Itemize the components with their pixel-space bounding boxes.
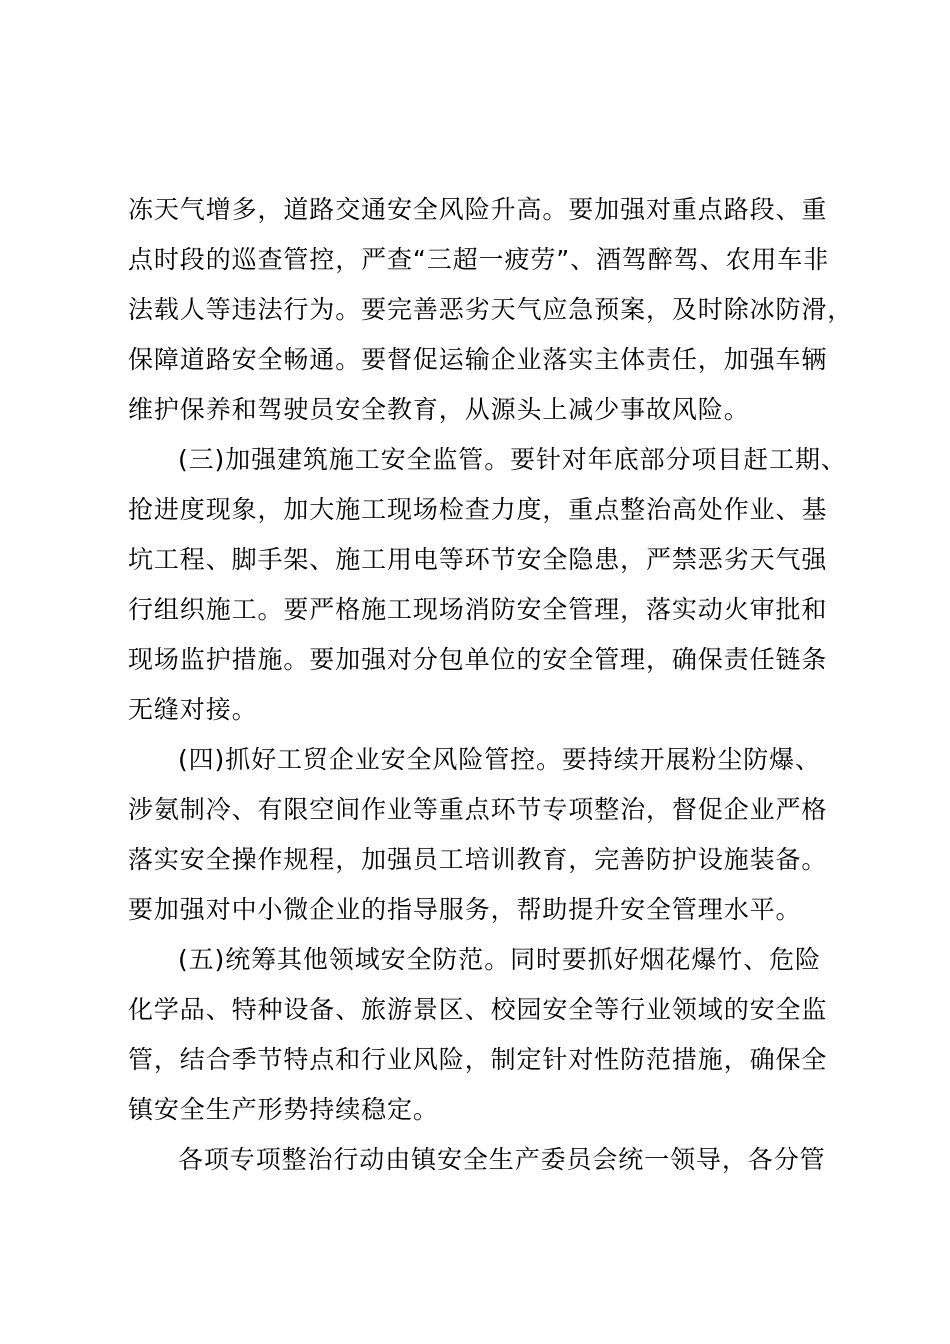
text-line: 要加强对中小微企业的指导服务，帮助提升安全管理水平。 <box>128 895 802 924</box>
text-line: 镇安全生产形势持续稳定。 <box>128 1095 439 1124</box>
text-line: 行组织施工。要严格施工现场消防安全管理，落实动火审批和 <box>128 595 828 624</box>
text-line: 抢进度现象，加大施工现场检查力度，重点整治高处作业、基 <box>128 495 828 524</box>
text-line: 冻天气增多，道路交通安全风险升高。要加强对重点路段、重 <box>128 195 828 224</box>
text-line: 维护保养和驾驶员安全教育，从源头上减少事故风险。 <box>128 395 750 424</box>
paragraph-start-line: (四)抓好工贸企业安全风险管控。要持续开展粉尘防爆、 <box>178 745 821 774</box>
text-line: 无缝对接。 <box>128 695 258 724</box>
text-line: 管，结合季节特点和行业风险，制定针对性防范措施，确保全 <box>128 1045 828 1074</box>
text-line: 法载人等违法行为。要完善恶劣天气应急预案，及时除冰防滑， <box>128 295 854 324</box>
paragraph-start-line: (五)统筹其他领域安全防范。同时要抓好烟花爆竹、危险 <box>178 945 821 974</box>
paragraph-start-line: 各项专项整治行动由镇安全生产委员会统一领导，各分管 <box>178 1145 826 1174</box>
paragraph-start-line: (三)加强建筑施工安全监管。要针对年底部分项目赶工期、 <box>178 445 847 474</box>
text-line: 点时段的巡查管控，严查“三超一疲劳”、酒驾醉驾、农用车非 <box>128 245 830 274</box>
text-line: 坑工程、脚手架、施工用电等环节安全隐患，严禁恶劣天气强 <box>128 545 828 574</box>
text-line: 化学品、特种设备、旅游景区、校园安全等行业领域的安全监 <box>128 995 828 1024</box>
text-line: 现场监护措施。要加强对分包单位的安全管理，确保责任链条 <box>128 645 828 674</box>
text-line: 落实安全操作规程，加强员工培训教育，完善防护设施装备。 <box>128 845 828 874</box>
text-line: 保障道路安全畅通。要督促运输企业落实主体责任，加强车辆 <box>128 345 828 374</box>
text-line: 涉氨制冷、有限空间作业等重点环节专项整治，督促企业严格 <box>128 795 828 824</box>
